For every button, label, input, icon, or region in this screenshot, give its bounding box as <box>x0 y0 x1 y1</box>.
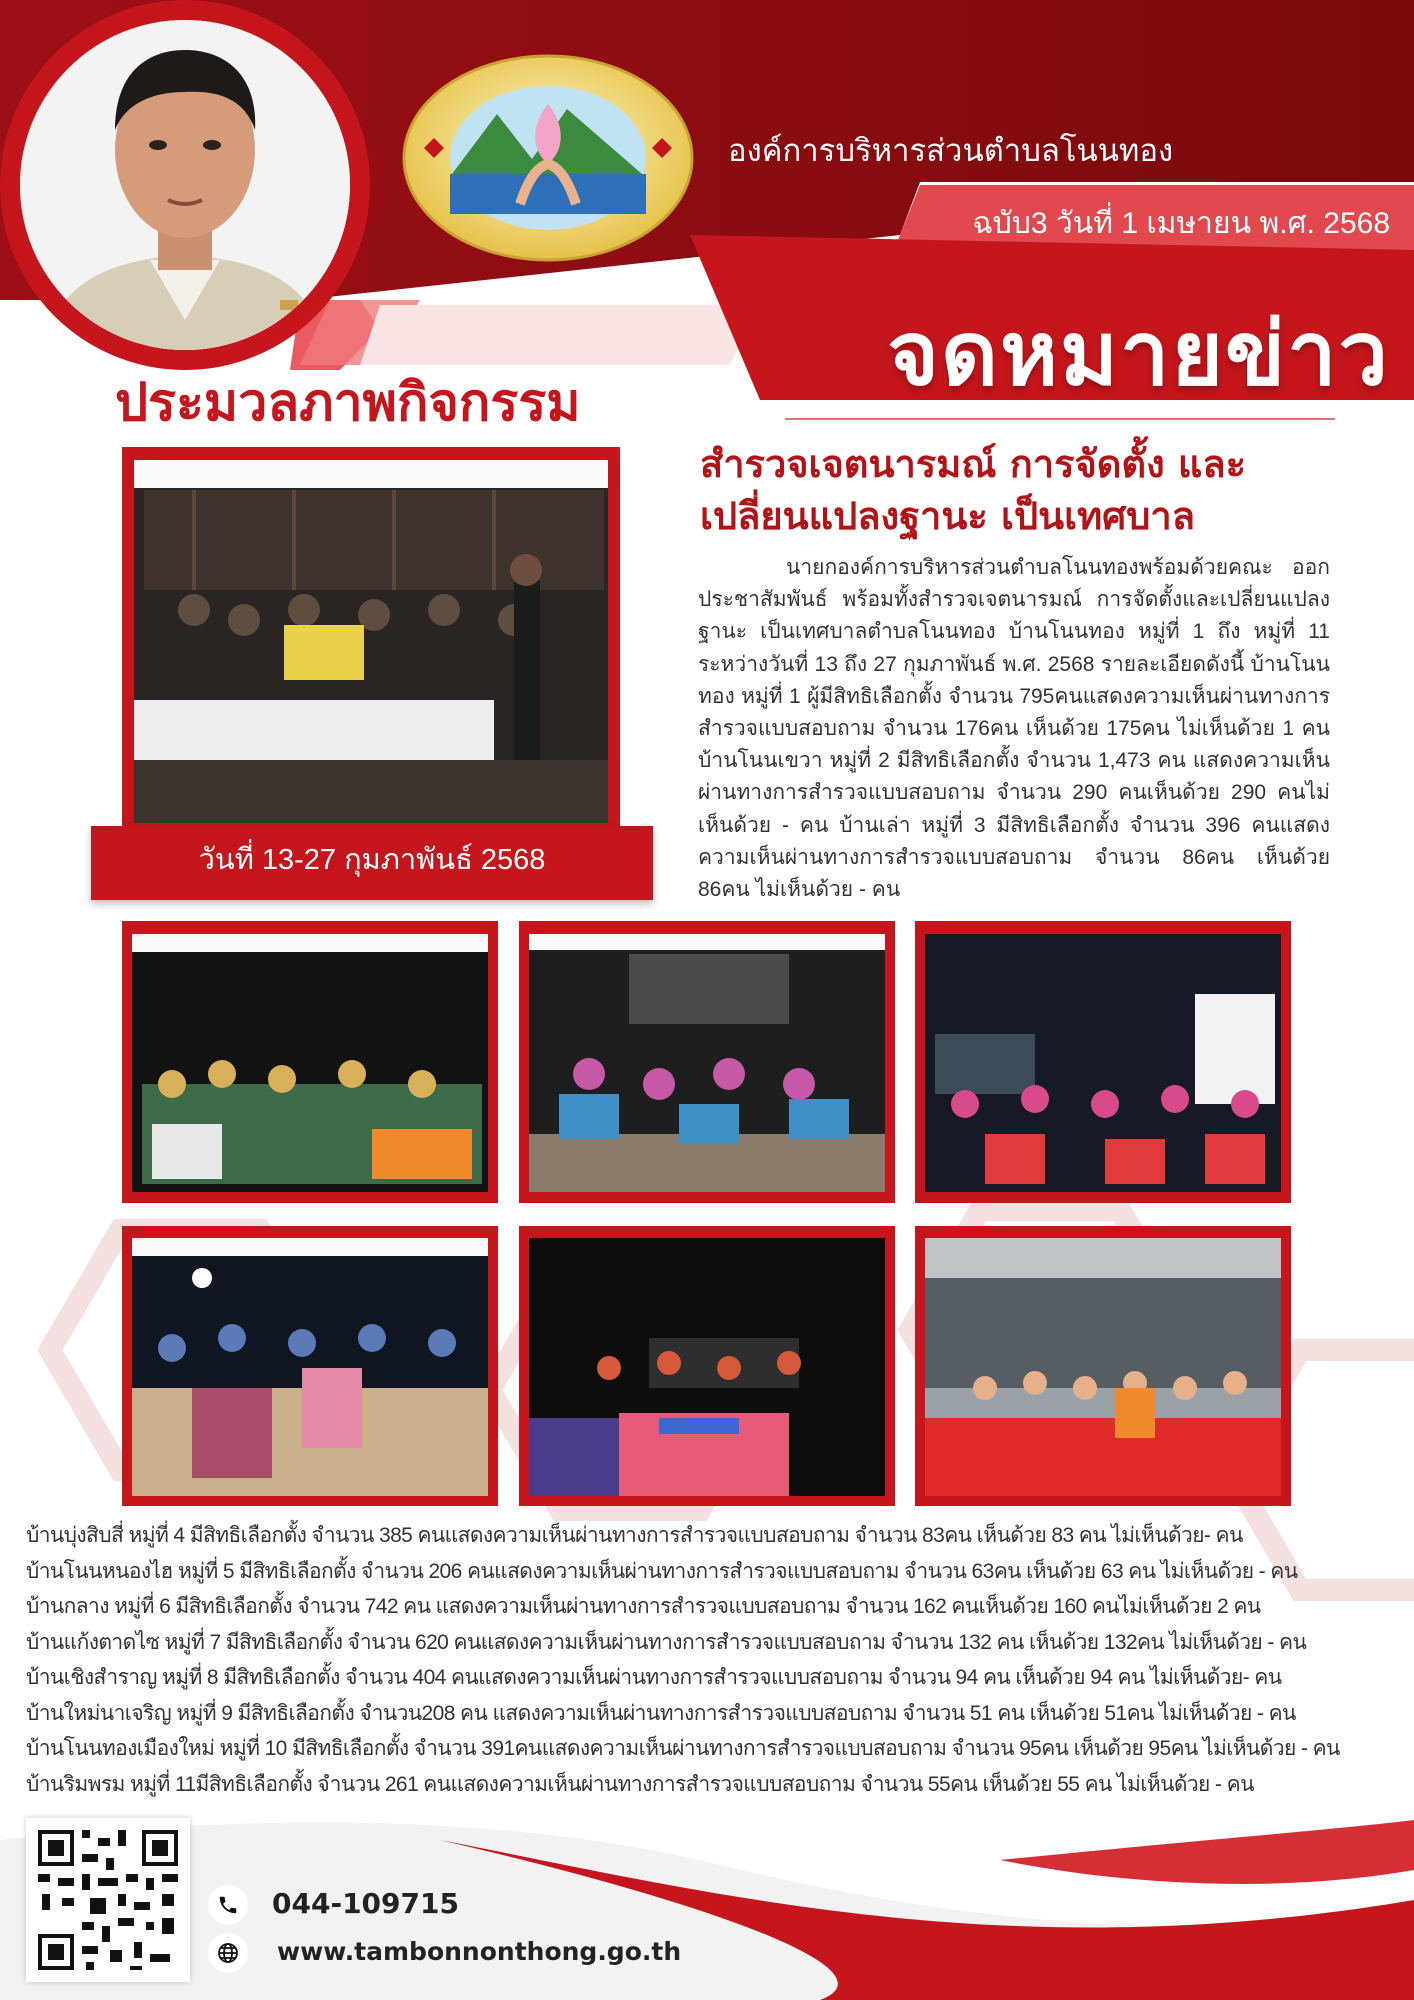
organization-logo <box>402 54 694 262</box>
organization-name: องค์การบริหารส่วนตำบลโนนทอง <box>728 133 1174 168</box>
gallery-photo <box>132 1238 488 1496</box>
list-item: บ้านริมพรม หมู่ที่ 11มีสิทธิเลือกตั้ง จำนวน 261 คนแสดงความเห็นผ่านทางการสำรวจแบบสอบถาม จำนวน 55คน เห็นด้วย 55 คน ไม่เห็นด้วย - คน <box>26 1772 1254 1796</box>
gallery-photo <box>529 1238 885 1496</box>
list-item: บ้านเชิงสำราญ หมู่ที่ 8 มีสิทธิเลือกตั้ง จำนวน 404 คนแสดงความเห็นผ่านทางการสำรวจแบบสอบถาม จำนวน 94 คน เห็นด้วย 94 คน ไม่เห็นด้วย- คน <box>26 1666 1282 1689</box>
qr-code[interactable] <box>26 1818 190 1982</box>
phone-icon <box>208 1885 248 1925</box>
article-headline: สำรวจเจตนารมณ์ การจัดตั้ง และเปลี่ยนแปลงฐานะ เป็นเทศบาล <box>700 442 1247 538</box>
mayor-portrait <box>20 20 350 350</box>
article-body: นายกองค์การบริหารส่วนตำบลโนนทองพร้อมด้วยคณะ ออกประชาสัมพันธ์ พร้อมทั้งสำรวจเจตนารมณ์ การจัดตั้งและเปลี่ยนแปลงฐานะ เป็นเทศบาลตำบลโนนทอง บ้านโนนทอง หมู่ที่ 1 ถึง หมู่ที่ 11 ระหว่างวันที่ 13 ถึง 27 กุมภาพันธ์ พ.ศ. 2568 รายละเอียดดังนี้ บ้านโนนทอง หมู่ที่ 1 ผู้มีสิทธิเลือกตั้ง จำนวน 795คนแสดงความเห็นผ่านทางการสำรวจแบบสอบถาม จำนวน 176คน เห็นด้วย 175คน ไม่เห็นด้วย 1 คน บ้านโนนเขวา หมู่ที่ 2 มีสิทธิเลือกตั้ง จำนวน 1,473 คน แสดงความเห็นผ่านทางการสำรวจแบบสอบถาม จำนวน 290 คนเห็นด้วย 290 คนไม่เห็นด้วย - คน บ้านเล่า หมู่ที่ 3 มีสิทธิเลือกตั้ง จำนวน 396 คนแสดงความเห็นผ่านทางการสำรวจแบบสอบถาม จำนวน 86คน เห็นด้วย 86คน ไม่เห็นด้วย - คน <box>698 556 1330 902</box>
list-item: บ้านใหม่นาเจริญ หมู่ที่ 9 มีสิทธิเลือกตั้ง จำนวน208 คน แสดงความเห็นผ่านทางการสำรวจแบบสอบถาม จำนวน 51 คน เห็นด้วย 51คน ไม่เห็นด้วย - คน <box>26 1701 1296 1725</box>
list-item: บ้านโนนทองเมืองใหม่ หมู่ที่ 10 มีสิทธิเลือกตั้ง จำนวน 391คนแสดงความเห็นผ่านทางการสำรวจแบบสอบถาม จำนวน 95คน เห็นด้วย 95คน ไม่เห็นด้วย - คน <box>26 1737 1340 1760</box>
list-item: บ้านกลาง หมู่ที่ 6 มีสิทธิเลือกตั้ง จำนวน 742 คน แสดงความเห็นผ่านทางการสำรวจแบบสอบถาม จำนวน 162 คนเห็นด้วย 160 คนไม่เห็นด้วย 2 คน <box>26 1595 1261 1618</box>
gallery-photo <box>925 934 1281 1192</box>
newsletter-title: จดหมายข่าว <box>887 302 1390 405</box>
website-link[interactable]: www.tambonnonthong.go.th <box>277 1937 682 1966</box>
main-photo <box>134 460 608 823</box>
section-title: ประมวลภาพกิจกรรม <box>115 373 581 433</box>
list-item: บ้านโนนหนองไฮ หมู่ที่ 5 มีสิทธิเลือกตั้ง จำนวน 206 คนแสดงความเห็นผ่านทางการสำรวจแบบสอบถาม จำนวน 63คน เห็นด้วย 63 คน ไม่เห็นด้วย - คน <box>26 1559 1298 1583</box>
gallery-photo <box>925 1238 1281 1496</box>
phone-number[interactable]: 044-109715 <box>272 1887 459 1920</box>
village-results-list <box>26 1518 1396 1802</box>
gallery-photo <box>529 934 885 1192</box>
issue-date: ฉบับ3 วันที่ 1 เมษายน พ.ศ. 2568 <box>972 207 1390 240</box>
globe-icon <box>208 1933 248 1973</box>
photo-date-caption: วันที่ 13-27 กุมภาพันธ์ 2568 <box>198 844 546 876</box>
list-item: บ้านแก้งตาดไซ หมู่ที่ 7 มีสิทธิเลือกตั้ง จำนวน 620 คนแสดงความเห็นผ่านทางการสำรวจแบบสอบถาม จำนวน 132 คน เห็นด้วย 132คน ไม่เห็นด้วย - คน <box>26 1630 1307 1654</box>
list-item: บ้านบุ่งสิบสี่ หมู่ที่ 4 มีสิทธิเลือกตั้ง จำนวน 385 คนแสดงความเห็นผ่านทางการสำรวจแบบสอบถาม จำนวน 83คน เห็นด้วย 83 คน ไม่เห็นด้วย- คน <box>26 1524 1243 1547</box>
gallery-photo <box>132 934 488 1192</box>
